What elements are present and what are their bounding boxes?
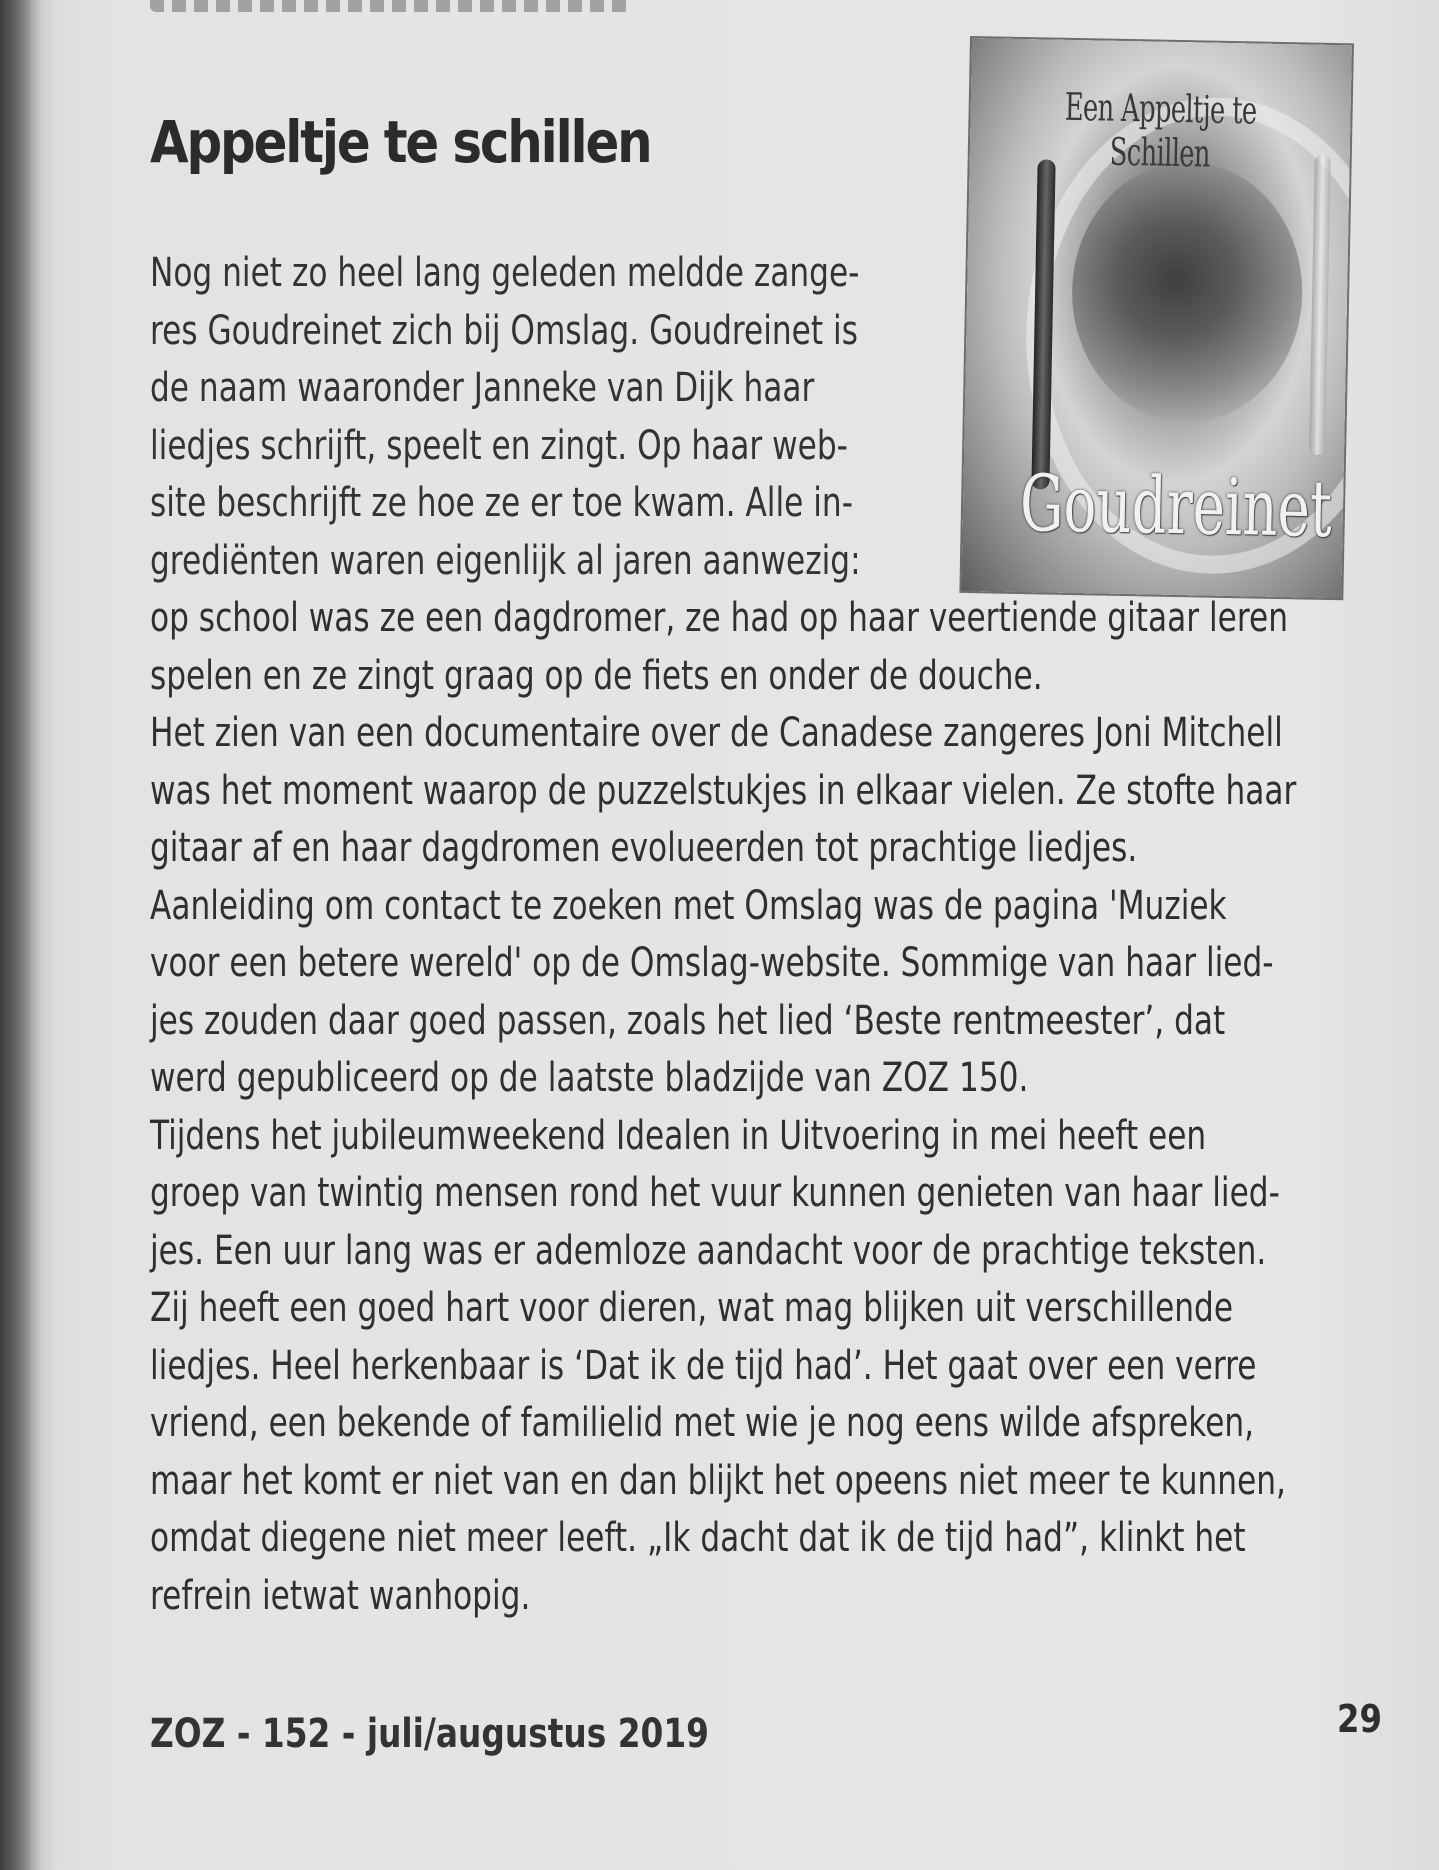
album-cover-artist: Goudreinet: [1019, 459, 1333, 555]
text-line: res Goudreinet zich bij Omslag. Goudreinet is: [150, 307, 858, 354]
text-line: jes zouden daar goed passen, zoals het lied ‘Beste rentmeester’, dat: [150, 997, 1226, 1044]
text-line: maar het komt er niet van en dan blijkt het opeens niet meer te kunnen,: [150, 1457, 1286, 1504]
article-intro-paragraph: [150, 245, 861, 590]
cropped-text-fragment: [150, 0, 630, 12]
text-line: Zij heeft een goed hart voor dieren, wat mag blijken uit verschillende: [150, 1285, 1234, 1331]
text-line: was het moment waarop de puzzelstukjes in elkaar vielen. Ze stofte haar: [150, 767, 1297, 814]
text-line: refrein ietwat wanhopig.: [150, 1572, 531, 1619]
text-line: jes. Een uur lang was er ademloze aandacht voor de prachtige teksten.: [150, 1227, 1267, 1274]
text-line: omdat diegene niet meer leeft. „Ik dacht dat ik de tijd had”, klinkt het: [150, 1515, 1246, 1561]
text-line: voor een betere wereld' op de Omslag-website. Sommige van haar lied-: [150, 940, 1274, 986]
text-line: op school was ze een dagdromer, ze had op haar veertiende gitaar leren: [150, 595, 1288, 641]
article-title: Appeltje te schillen: [150, 108, 651, 176]
issue-footer: ZOZ - 152 - juli/augustus 2019: [150, 1711, 709, 1757]
article-body: [150, 590, 1296, 1625]
text-line: Het zien van een documentaire over de Canadese zangeres Joni Mitchell: [150, 710, 1283, 756]
text-line: vriend, een bekende of familielid met wie je nog eens wilde afspreken,: [150, 1400, 1255, 1446]
text-line: site beschrijft ze hoe ze er toe kwam. Alle in-: [150, 480, 853, 526]
page-gutter-shadow: [0, 0, 30, 1870]
text-line: Tijdens het jubileumweekend Idealen in Uitvoering in mei heeft een: [150, 1112, 1207, 1159]
text-line: groep van twintig mensen rond het vuur kunnen genieten van haar lied-: [150, 1170, 1280, 1216]
page-number: 29: [1337, 1697, 1382, 1741]
album-cover-title: Een Appeltje te Schillen: [1064, 84, 1257, 176]
text-line: spelen en ze zingt graag op de fiets en onder de douche.: [150, 652, 1043, 699]
text-line: liedjes schrijft, speelt en zingt. Op haar web-: [150, 422, 848, 469]
text-line: Nog niet zo heel lang geleden meldde zange-: [150, 250, 860, 296]
text-line: Aanleiding om contact te zoeken met Omslag was de pagina 'Muziek: [150, 882, 1227, 929]
text-line: gitaar af en haar dagdromen evolueerden tot prachtige liedjes.: [150, 825, 1138, 871]
album-cover-image: [961, 38, 1352, 598]
text-line: grediënten waren eigenlijk al jaren aanwezig:: [150, 537, 861, 584]
text-line: de naam waaronder Janneke van Dijk haar: [150, 365, 815, 411]
text-line: werd gepubliceerd op de laatste bladzijde van ZOZ 150.: [150, 1055, 1029, 1101]
text-line: liedjes. Heel herkenbaar is ‘Dat ik de tijd had’. Het gaat over een verre: [150, 1342, 1257, 1389]
